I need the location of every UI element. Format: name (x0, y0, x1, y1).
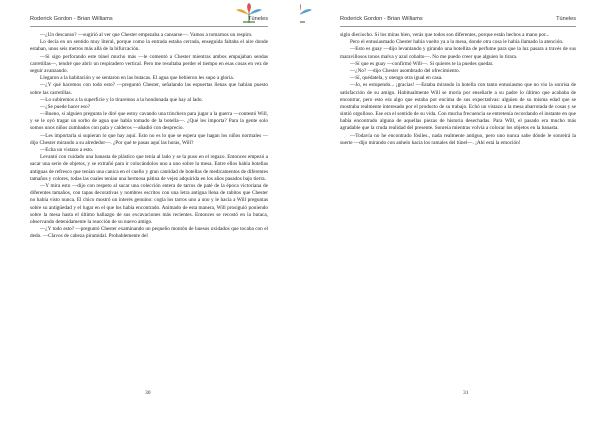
paragraph: —Si sigo perforando este túnel mucho más —le comentó a Chester mientras ambos empujaban sendas carretillas—, tendré que abrir un respiradero vertical. Pero me resultaba perder el tiempo en esas cosas en vez de seguir avanzando. (30, 53, 268, 74)
paragraph: siglo dieciocho. Si los miras bien, verás que todos son diferentes, porque están hechos a mano por... (340, 32, 550, 38)
paragraph: —¿Se puede hacer eso? (40, 103, 90, 110)
running-header-title: Túneles (556, 16, 576, 22)
paragraph: —Todavía no he encontrado fósiles., nada realmente antiguo, pero uno nunca sabe dónde le sonreirá la suerte —dijo mirando con anhelo hacia los ramales del túnel—. ¡Ahí está la emoción! (340, 132, 576, 146)
paragraph: —Esto es guay —dijo levantando y girando una botellita de perfume para que la luz pasara a través de sus maravillosos tonos malva y azul cobalto—. No me puedo creer que alguien lo tirara. (340, 46, 576, 60)
paragraph: —Sí que es guay —confirmó Will—. Si quieres te la puedes quedar. (350, 60, 494, 67)
running-header-author: Roderick Gordon - Brian Williams (30, 16, 113, 22)
page-number: 31 (463, 390, 469, 396)
paragraph: —Jo, es estupendo... ¡gracias! —Estaba mirando la botella con tanto entusiasmo que no vio la sonrisa de satisfacción de su amigo. Habitualmente Will se moría por enseñarle a su padre lo último que acababa de encontrar, pero esto era algo que estaba por encima de sus expectativas: alguien de su misma edad que se mostraba realmente interesado por el producto de su trabajo. Echó un vistazo a la mesa abarrotada de cosas y se sintió orgulloso. Ese era el sentido de su vida. Con mucha frecuencia se entretenía recordando el instante en que había encontrado alguna de aquellas piezas de historia desechadas. Para Will, el pasado era mucho más agradable que la cruda realidad del presente. Sonreía mientras volvía a colocar los objetos en la banasta. (340, 82, 576, 132)
paragraph: —Echa un vistazo a esto. (40, 147, 94, 153)
right-page (300, 0, 600, 424)
paragraph: —Les importaría si supieran lo que hay aquí. Esto no es lo que se espera que hagan los niños normales —dijo Chester mirando a su alrededor—. ¿Por qué te pasas aquí las horas, Will? (30, 132, 268, 146)
paragraph: —Sí, quédatela, y otengo otra igual en casa. (350, 75, 443, 82)
left-page-text (30, 32, 268, 240)
paragraph: —Bueno, si alguien pregunta le diré que estoy cavando una trinchera para jugar a la guerra —contestó Will, y se le oyó tragar un sorbo de agua que había tomado de la botella—. ¿Qué les importa? Para la gente solo somos unos niños zumbados con pala y calderos —añadió con desprecio. (30, 111, 268, 132)
paragraph: —¿Un descanso? —sugirió al ver que Chester empezaba a cansarse—. Vamos a tomarnos un respiro. (40, 32, 253, 38)
paragraph: Lo decía en un sentido muy literal, porque como la entrada estaba cerrada, enseguida faltaba el aire donde estaban, unos seis metros más allá de la bifurcación. (30, 39, 268, 53)
running-header-author: Roderick Gordon - Brian Williams (340, 16, 423, 22)
paragraph: Pero el entusiasmado Chester había vuelto ya a la mesa, donde otra cosa le había llamado la atención. (350, 39, 564, 46)
right-page-text (340, 32, 576, 147)
page-number: 30 (145, 390, 151, 396)
publisher-logo-icon (300, 3, 314, 25)
paragraph: —¿No? —dijo Chester asombrado del ofrecimiento. (350, 67, 460, 74)
paragraph: —¿Y todo esto? —preguntó Chester examinando un pequeño montón de huesos oxidados que tocaba con el dedo. —Clavos de cabeza piramidal. Probablemente del (30, 226, 268, 240)
publisher-logo-icon (234, 3, 264, 25)
paragraph: —¿Y qué hacemos con todo esto? —preguntó Chester, señalando las espuertas llenas que habían puesto sobre las carretillas. (30, 82, 268, 96)
paragraph: Llegaron a la habitación y se sentaron en las butacas. El agua que bebieron les supo a gloria. (40, 75, 235, 82)
paragraph: —Y mira esto —dijo con respeto al sacar una colección entera de tarros de paté de la época victoriana de diferentes tamaños, con tapas decorativas y nombres escritos con una letra antigua llena de rabitos que Chester no había visto nunca. El chico mostró un interés genuino: cogía los tarros uno a uno y le hacía a Will preguntas sobre su antigüedad y el lugar en el que los había encontrado. Animado de esta manera, Will prosiguió poniendo sobre la mesa hasta el último hallazgo de sus excavaciones más recientes. Entonces se recostó en la butaca, observando detenidamente la reacción de su nuevo amigo. (30, 182, 268, 225)
header-rule (30, 26, 268, 27)
running-header-title: Túneles (248, 16, 268, 22)
paragraph: Levantó con cuidado una banasta de plástico que tenía al lado y se la puso en el regazo. Entonces empezó a sacar una serie de objetos, y se extrañó para ir colocándolos uno a uno sobre la mesa. Entre ellos había botellas antiguas de refresco que tenían una canica en el cuello y gran cantidad de botellas de medicamentos de diferentes tamaños y colores, todas las cuales tenían una hermosa pátina de vejez adquirida en los años pasados bajo tierra. (30, 154, 268, 182)
paragraph: —Lo subiremos a la superficie y lo tiraremos a la hondonada que hay al lado. (40, 96, 203, 103)
header-rule (340, 26, 576, 27)
